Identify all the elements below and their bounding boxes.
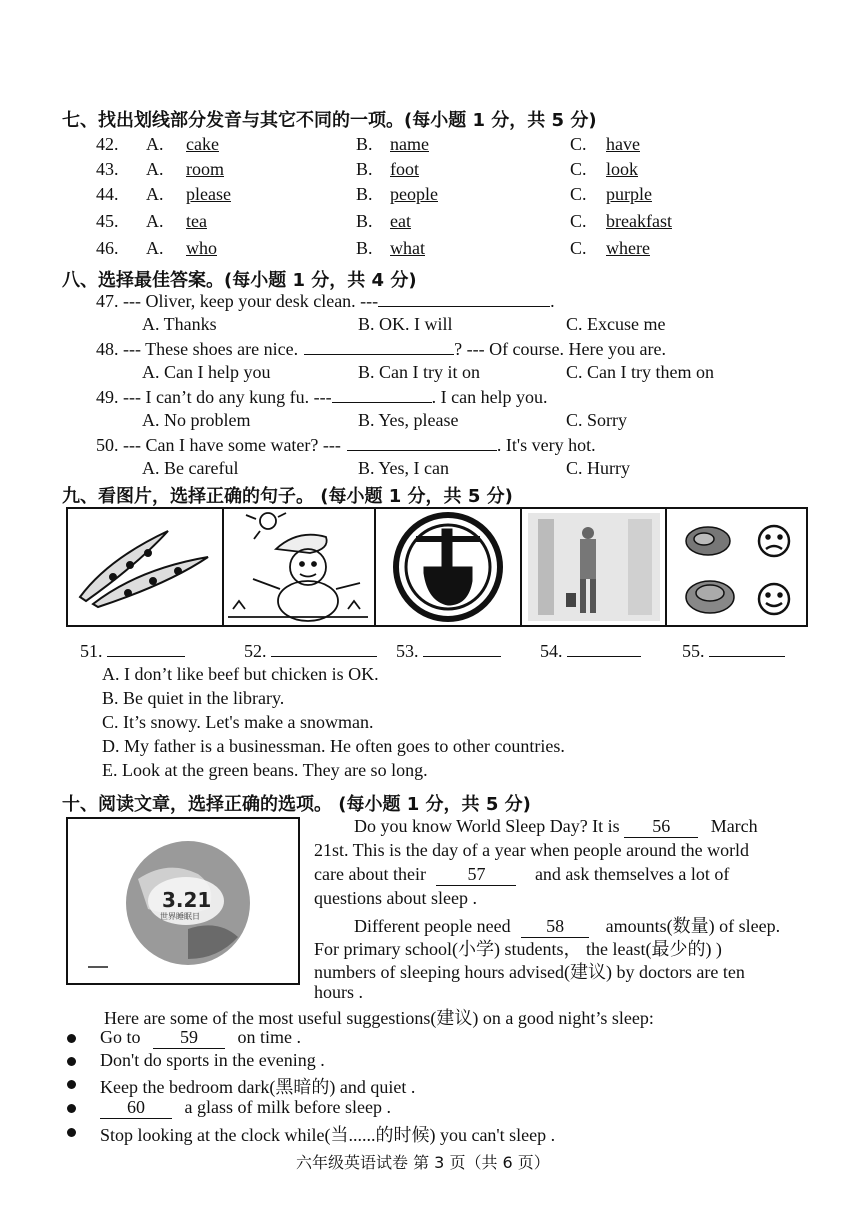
suggestions-intro: Here are some of the most useful suggestions(建议) on a good night’s sleep: [104,1008,654,1028]
picture-strip [66,507,808,627]
option-letter-b: B. [356,134,373,154]
q49-end: . I can help you. [431,387,548,407]
question-49 [96,386,548,408]
q47-stem: 47. --- Oliver, keep your desk clean. --- [96,291,379,311]
item-number: 43. [96,159,119,179]
blank-57[interactable] [436,864,516,886]
q50-option-a: A. Be careful [142,458,239,478]
sleep-day-date: 3.21 [162,888,212,912]
answer-blank[interactable] [107,640,185,657]
option-letter-a: A. [146,238,164,258]
q47-option-b: B. OK. I will [358,314,453,334]
option-letter-c: C. [570,238,587,258]
option-letter-b: B. [356,184,373,204]
option-letter-c: C. [570,159,587,179]
q50-stem: 50. --- Can I have some water? --- [96,435,341,455]
blank-60[interactable] [100,1097,172,1119]
q47-end: . [550,291,555,311]
blank-58-num: 58 [546,916,565,936]
p2-line-3: numbers of sleeping hours advised(建议) by doctors are ten [314,962,745,982]
suggestion-1-a: Go to [100,1027,141,1047]
p1-line-3 [314,864,729,886]
item-number: 45. [96,211,119,231]
option-word-c: where [606,238,650,258]
bullet-3 [67,1080,76,1089]
q47-option-a: A. Thanks [142,314,217,334]
q47-blank[interactable] [378,290,550,307]
item-number: 42. [96,134,119,154]
p1-text-b: March [710,816,758,836]
answer-blank[interactable] [709,640,785,657]
q50-blank[interactable] [347,434,497,451]
answer-blank[interactable] [271,640,377,657]
q49-option-b: B. Yes, please [358,410,459,430]
picture-answer-51 [80,640,185,662]
beef-and-chicken-icon [686,526,789,614]
blank-56-num: 56 [652,816,671,836]
sleep-day-caption: 世界睡眠日 [160,912,200,921]
bullet-2 [67,1057,76,1066]
q48-blank[interactable] [304,338,454,355]
bullet-4 [67,1104,76,1113]
page-footer: 六年级英语试卷 第 3 页（共 6 页） [296,1153,550,1172]
suggestion-5: Stop looking at the clock while(当......的时候) you can't sleep . [100,1125,556,1145]
picture-option-a: A. I don’t like beef but chicken is OK. [102,664,379,684]
suggestion-4-b: a glass of milk before sleep . [184,1097,391,1117]
be-quiet-sign-icon [396,515,500,619]
option-word-b: what [390,238,425,258]
q48-option-c: C. Can I try them on [566,362,714,382]
section-7-title: 七、找出划线部分发音与其它不同的一项。(每小题 1 分，共 5 分) [62,110,597,131]
p2-line-2: For primary school(小学) students， the least(最少的) ) [314,939,722,959]
picture-answer-53 [396,640,501,662]
q49-option-c: C. Sorry [566,410,628,430]
suggestion-1-b: on time . [237,1027,301,1047]
globe-icon [68,819,298,983]
section-9-title: 九、看图片，选择正确的句子。 (每小题 1 分，共 5 分) [62,486,513,507]
option-letter-a: A. [146,211,164,231]
picture-option-c: C. It’s snowy. Let's make a snowman. [102,712,374,732]
option-word-c: have [606,134,640,154]
item-number: 46. [96,238,119,258]
option-word-a: who [186,238,217,258]
p1-text-c: care about their [314,864,426,884]
p2-text-b: amounts(数量) of sleep. [605,916,781,936]
blank-59-num: 59 [180,1027,198,1047]
picture-answer-number: 51. [80,641,103,661]
answer-blank[interactable] [423,640,501,657]
section-8-title: 八、选择最佳答案。(每小题 1 分，共 4 分) [62,270,417,291]
option-letter-a: A. [146,184,164,204]
q50-end: . It's very hot. [496,435,596,455]
option-word-a: cake [186,134,219,154]
sleep-day-image [66,817,300,985]
q49-option-a: A. No problem [142,410,251,430]
businessman-photo-icon [528,513,660,621]
question-50 [96,434,596,456]
option-word-a: room [186,159,224,179]
q49-blank[interactable] [332,386,432,403]
picture-answer-54 [540,640,641,662]
option-word-b: eat [390,211,411,231]
q47-option-c: C. Excuse me [566,314,666,334]
q50-option-b: B. Yes, I can [358,458,450,478]
suggestion-1 [100,1027,301,1049]
option-letter-c: C. [570,184,587,204]
option-word-b: foot [390,159,419,179]
picture-answer-number: 53. [396,641,419,661]
section-10-title: 十、阅读文章，选择正确的选项。 (每小题 1 分，共 5 分) [62,794,531,815]
question-48 [96,338,666,360]
suggestion-4 [100,1097,391,1119]
option-letter-c: C. [570,134,587,154]
snowman-icon [228,513,368,621]
picture-answer-number: 55. [682,641,705,661]
option-letter-b: B. [356,211,373,231]
blank-60-num: 60 [127,1097,145,1117]
option-letter-c: C. [570,211,587,231]
suggestion-2: Don't do sports in the evening . [100,1050,325,1070]
option-word-a: tea [186,211,207,231]
q48-option-a: A. Can I help you [142,362,271,382]
picture-option-d: D. My father is a businessman. He often goes to other countries. [102,736,565,756]
picture-answer-55 [682,640,785,662]
p2-text-a: Different people need [354,916,511,936]
option-letter-b: B. [356,238,373,258]
picture-answer-number: 52. [244,641,267,661]
p1-line-1 [354,816,758,838]
item-number: 44. [96,184,119,204]
option-word-c: purple [606,184,652,204]
option-word-a: please [186,184,231,204]
blank-57-num: 57 [467,864,486,884]
option-letter-b: B. [356,159,373,179]
option-word-c: look [606,159,639,179]
p1-text-d: and ask themselves a lot of [534,864,730,884]
option-word-b: people [390,184,438,204]
picture-answer-52 [244,640,377,662]
picture-answer-number: 54. [540,641,563,661]
p1-line-2: 21st. This is the day of a year when people around the world [314,840,750,860]
option-word-b: name [390,134,429,154]
q48-option-b: B. Can I try it on [358,362,480,382]
q48-mid: ? --- Of course. Here you are. [454,339,666,359]
answer-blank[interactable] [567,640,641,657]
blank-59[interactable] [153,1027,225,1049]
option-letter-a: A. [146,134,164,154]
picture-strip-art [68,509,806,625]
suggestion-3: Keep the bedroom dark(黑暗的) and quiet . [100,1077,416,1097]
question-47 [96,290,555,312]
p1-line-4: questions about sleep . [314,888,477,908]
q49-stem: 49. --- I can’t do any kung fu. --- [96,387,332,407]
blank-56[interactable] [624,816,698,838]
picture-option-e: E. Look at the green beans. They are so long. [102,760,428,780]
option-word-c: breakfast [606,211,672,231]
bullet-1 [67,1034,76,1043]
q48-stem: 48. --- These shoes are nice. [96,339,299,359]
picture-option-b: B. Be quiet in the library. [102,688,285,708]
p2-line-4: hours . [314,982,363,1002]
bullet-5 [67,1128,76,1137]
p1-text-a: Do you know World Sleep Day? It is [354,816,620,836]
q50-option-c: C. Hurry [566,458,630,478]
green-beans-icon [80,531,208,607]
option-letter-a: A. [146,159,164,179]
